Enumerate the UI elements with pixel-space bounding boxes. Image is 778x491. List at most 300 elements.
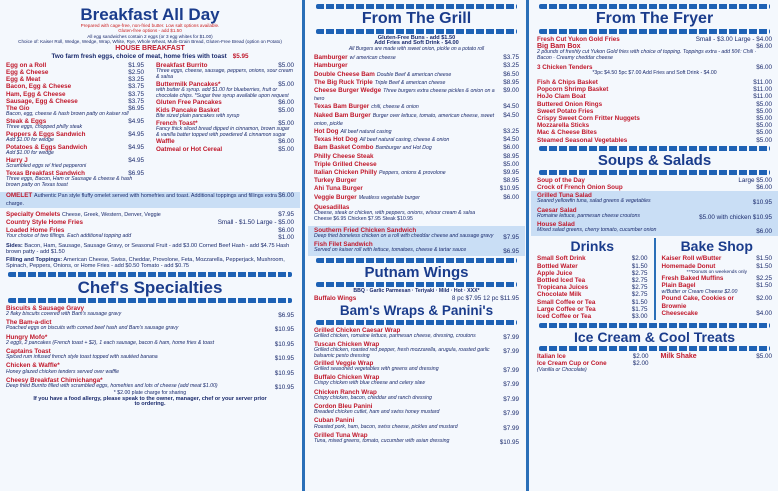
chef-item-desc-row: [0, 355, 300, 362]
ice-item-price: $2.00: [632, 353, 649, 361]
omelet-title: OMELET: [6, 191, 33, 199]
wrap-item-label: Grilled Veggie Wrap: [314, 359, 374, 367]
fryer-item-row: [531, 115, 778, 122]
chef-item-desc-row: [0, 370, 300, 377]
fryer-item-label: Sweet Potato Fries: [537, 107, 594, 115]
breakfast-item-label: Breakfast Burrito: [156, 61, 208, 69]
southern-price: $7.95: [503, 233, 519, 241]
grill-item-label: Philly Cheese Steak: [314, 152, 374, 160]
divider-wave: [316, 282, 517, 287]
soup-day-price: Large $5.00: [738, 176, 772, 184]
shake-label: Milk Shake: [660, 353, 697, 361]
drink-item-price: $1.50: [631, 262, 648, 270]
grill-item-text: [314, 71, 451, 79]
wrap-item-desc: Tuna, mixed greens, tomato, cucumber with asian dressing: [314, 438, 450, 445]
grill-item-desc: chili, cheese & onion: [371, 104, 419, 111]
grill-item-price: $10.95: [499, 185, 519, 193]
breakfast-items: [0, 62, 300, 189]
breakfast-item-label: The Gio: [6, 105, 30, 113]
grill-item-row: [308, 103, 525, 111]
grill-item-label: The Big Ruck Triple: [314, 78, 373, 86]
chef-item-desc: 2 eggs, 2 pancakes (French toast + $2), 1 each sausage, bacon & ham, home fries & toast: [6, 339, 215, 346]
grill-item-desc: Peppers, onions & provolone: [379, 170, 446, 177]
wrap-item-label: Grilled Chicken Caesar Wrap: [314, 326, 401, 334]
fryer-item-price: $5.00: [756, 129, 772, 137]
loaded-fries-price: $6.00: [278, 226, 294, 234]
loaded-fries-desc: Your choice of two fillings. Each additional topping add: [6, 232, 132, 239]
breakfast-item-price: $6.95: [128, 105, 144, 113]
breakfast-title: Breakfast All Day: [80, 5, 220, 24]
breakfast-note: Prepared with cage-free, non-fried butter. Low salt options available.: [80, 23, 220, 28]
fryer-item-label: Mac & Cheese Bites: [537, 129, 597, 137]
wrap-item-desc: Crispy chicken with blue cheese and celery slaw: [314, 380, 426, 387]
house-breakfast-desc: Two farm fresh eggs, choice of meat, home fries with toast: [51, 52, 227, 60]
yukon-fries-label: Fresh Cut Yukon Gold Fries: [537, 36, 620, 43]
wrap-item-desc-row: [308, 425, 525, 432]
specialty-omelets-row: [0, 211, 300, 219]
wrap-item-label: Cuban Panini: [314, 417, 355, 425]
drink-item-label: Apple Juice: [537, 269, 573, 277]
grill-column: [308, 0, 525, 491]
breakfast-item-price: $6.00: [278, 138, 294, 146]
fryer-item-row: [531, 137, 778, 144]
soups-title: Soups & Salads: [597, 151, 712, 169]
grill-item-label: Triple Grilled Cheese: [314, 160, 377, 168]
divider-wave: [539, 4, 770, 9]
fryer-item-row: [531, 93, 778, 100]
grill-item-text: [314, 128, 392, 136]
grill-list: [308, 54, 525, 202]
breakfast-item-price: $2.50: [128, 69, 144, 77]
crock-row: [531, 184, 778, 191]
fryer-item-price: $5.00: [756, 115, 772, 123]
breakfast-note: All egg sandwiches contain 2 eggs (or 3 egg whites for $1.00): [87, 33, 213, 39]
ice-list: [531, 353, 655, 367]
fish-desc-row: [308, 248, 525, 255]
breakfast-item-price: $4.95: [128, 157, 144, 165]
omelet-desc: Authentic Pan style fluffy omelet served with homefries and toast. Additional toppings and fillings extra charge.: [6, 192, 277, 208]
grill-item-text: [314, 194, 420, 202]
grill-item-price: $9.00: [503, 87, 519, 95]
grill-item-desc: All beef natural casing: [340, 129, 392, 136]
grill-note: All Burgers are made with sweet onion, pickle on a potato roll: [348, 45, 485, 52]
breakfast-item-price: $3.75: [128, 90, 144, 98]
bake-item-row: [656, 263, 778, 270]
bake-item-label: Homemade Donut: [661, 262, 716, 270]
fish-desc: Served on kaiser roll with lettuce, tomatoes, cheese & tartar sauce: [314, 247, 467, 254]
bake-title: Bake Shop: [680, 238, 753, 255]
chef-item-price: $10.95: [274, 340, 294, 348]
drink-item-row: [531, 263, 654, 270]
fillings-label: Filling and Toppings:: [6, 256, 63, 263]
bake-item-label: Kaiser Roll w/Butter: [661, 255, 722, 263]
harry-desc: Scrambled eggs w/ fried pepperoni: [6, 163, 87, 170]
omelet-section: [0, 192, 300, 208]
grill-item-desc: All beef natural casing, cheese & onion: [359, 137, 450, 144]
grill-item-desc: w/ american cheese: [349, 55, 396, 62]
breakfast-item-label: Egg & Cheese: [6, 69, 49, 77]
wrap-item-price: $7.99: [503, 410, 519, 418]
drink-item-row: [531, 284, 654, 291]
french-toast-desc: Fancy thick sliced bread dipped in cinnamon, brown sugar & vanilla batter topped with powdered & cinnamon sugar: [156, 125, 290, 138]
drink-item-label: Tropicana Juices: [537, 284, 589, 292]
gio-desc: Bacon, egg, cheese & hash brown patty on kaiser roll: [6, 111, 129, 118]
wrap-item-desc-row: [308, 334, 525, 341]
pancake-desc: with butter & syrup. add $1.00 for blueberries, fruit or chocolate chips. *Sugar free syrup available upon request: [156, 86, 289, 99]
chef-specialties-list: [0, 305, 300, 391]
grill-item-desc: Burger over lettuce, tomato, american cheese, sweet onion, pickle: [314, 112, 495, 127]
chef-item-price: $10.95: [274, 383, 294, 391]
fryer-item-label: Crispy Sweet Corn Fritter Nuggets: [537, 115, 640, 123]
grill-item-price: $9.95: [503, 169, 519, 177]
caesar-desc: Romaine lettuce, parmesan cheese croutons: [537, 212, 640, 219]
divider-wave: [539, 323, 770, 328]
bigbam-desc: 2 pounds of freshly cut Yukon Gold fries with choice of topping. Toppings extra - add 50¢: Chili · Bacon · Creamy cheddar cheese: [537, 49, 757, 62]
breakfast-item-price: $5.00: [278, 61, 294, 69]
caesar-price: $5.00 with chicken $10.95: [699, 213, 772, 221]
breakfast-item-price: $4.95: [128, 131, 144, 139]
grill-title: From The Grill: [361, 10, 472, 27]
buffalo-wings-row: [308, 295, 525, 302]
divider-wave: [8, 298, 292, 303]
bake-item-price: $2.00: [756, 295, 772, 303]
fryer-column: [531, 0, 778, 491]
fryer-item-price: $11.00: [753, 93, 772, 101]
breakfast-item-label: Oatmeal or Hot Cereal: [156, 145, 223, 153]
breakfast-item-row: [0, 69, 150, 76]
grill-item-price: $3.25: [503, 128, 519, 136]
ice-item-price: $2.00: [632, 360, 649, 368]
breakfast-item-row: [0, 98, 150, 105]
breakfast-item-price: $5.00: [278, 80, 294, 88]
house-salad-desc: Mixed salad greens, cherry tomato, cucumber onion: [537, 227, 657, 234]
drinks-bake-section: [531, 238, 778, 320]
drink-item-row: [531, 313, 654, 320]
drink-item-price: $1.50: [631, 298, 648, 306]
bake-list-2: [656, 275, 778, 289]
chef-item-desc-row: [0, 326, 300, 333]
specialty-omelets-label: Specialty Omelets: [6, 211, 61, 219]
breakfast-item-label: Ham, Egg & Cheese: [6, 90, 66, 98]
breakfast-item-label: Egg on a Roll: [6, 61, 47, 69]
grill-item-label: Hamburger: [314, 62, 348, 70]
fryer-item-label: Buttered Onion Rings: [537, 100, 603, 108]
southern-label: Southern Fried Chicken Sandwich: [314, 226, 417, 234]
southern-fish-section: [308, 226, 525, 257]
house-breakfast-title: HOUSE BREAKFAST: [115, 44, 185, 52]
ice-cream-left: [531, 353, 655, 373]
yukon-fries-price: Small - $3.00 Large - $4.00: [695, 36, 772, 43]
bigbam-label: Big Bam Box: [537, 43, 581, 51]
fish-price: $6.95: [503, 248, 519, 256]
grill-item-price: $4.50: [503, 103, 519, 111]
grill-item-row: [308, 153, 525, 161]
fillings-desc: American Cheese, Swiss, Cheddar, Provolone, Feta, Mozzarella, Pepperjack, Mushroom, Spinach, Peppers, Onions, or Home Fries - add $0.50 Tomato - add $0.75: [6, 256, 285, 270]
breakfast-item-label: Steak & Eggs: [6, 118, 47, 126]
breakfast-item-label: French Toast*: [156, 119, 198, 127]
loaded-fries-label: Loaded Home Fries: [6, 226, 65, 234]
bake-item-price: $4.00: [756, 309, 772, 317]
wrap-item-desc: Grilled seasoned vegetables with greens and dressing: [314, 366, 439, 372]
ice-item-label: Ice Cream Cup or Cone: [537, 360, 607, 368]
wrap-item-label: Tuscan Chicken Wrap: [314, 341, 380, 348]
wrap-item-desc: Breaded chicken cutlet, ham and swiss honey mustard: [314, 409, 440, 416]
caesar-desc-row: [531, 214, 778, 221]
house-breakfast-row: [0, 53, 300, 60]
grill-item-label: Cheese Burger Wedge: [314, 87, 382, 95]
drink-item-row: [531, 306, 654, 313]
grill-item-label: Turkey Burger: [314, 177, 357, 185]
grill-note: Add Fries and Soft Drink - $4.00: [374, 40, 459, 47]
breakfast-item-label: Harry J: [6, 157, 28, 165]
breakfast-column: [0, 0, 300, 491]
grill-item-text: [314, 161, 379, 169]
specialty-omelets-price: $7.95: [278, 211, 294, 219]
grill-item-text: [314, 103, 419, 111]
wraps-list: [308, 327, 525, 447]
wrap-item-price: $7.99: [503, 333, 519, 341]
caesar-label: Caesar Salad: [537, 206, 577, 214]
house-salad-desc-row: [531, 228, 778, 235]
quesadillas-desc: Cheese, steak or chicken, with peppers, onions, w/sour cream & salsa: [314, 210, 476, 217]
breakfast-item-row: [150, 146, 300, 153]
quesadillas-label: Quesadillas: [314, 203, 350, 211]
chef-item-label: Hungry Mofo*: [6, 333, 48, 341]
drink-item-label: Bottled Water: [537, 262, 578, 270]
wrap-item-desc-row: [308, 410, 525, 417]
breakfast-item-label: Waffle: [156, 138, 175, 146]
grill-item-text: [314, 87, 503, 103]
fryer-list: [531, 79, 778, 144]
wrap-item-price: $7.99: [503, 367, 519, 374]
fryer-item-price: $5.00: [756, 107, 772, 115]
grill-item-label: Texas Bam Burger: [314, 103, 370, 111]
chef-item-label: Biscuits & Sausage Gravy: [6, 304, 85, 312]
grill-item-price: $6.00: [503, 144, 519, 152]
country-fries-price: Small - $1.50 Large - $5.00: [217, 219, 294, 227]
drink-item-label: Chocolate Milk: [537, 291, 582, 299]
bake-item-label: Fresh Baked Muffins: [661, 275, 724, 283]
grill-item-price: $4.50: [503, 111, 519, 119]
peppers-desc: Add $1.00 for wedge: [6, 137, 54, 144]
grill-item-text: [314, 153, 376, 161]
breakfast-item-row: [0, 62, 150, 69]
bagel-desc: w/Butter or Cream Cheese $2.00: [661, 288, 738, 295]
chef-item-desc-row: [0, 341, 300, 348]
breakfast-item-price: $5.00: [278, 145, 294, 153]
chef-item-label: Chicken & Waffle*: [6, 362, 60, 370]
house-salad-price: $6.00: [756, 228, 772, 236]
divider-wave: [316, 29, 517, 34]
potatoes-desc: Add $1.00 for wedge: [6, 150, 54, 157]
tuna-salad-desc: Seared yellowfin tuna, salad greens & vegetables: [537, 198, 651, 205]
grill-item-text: [314, 177, 359, 185]
fryer-item-label: Steamed Seasonal Vegetables: [537, 136, 628, 144]
wrap-item-desc-row: [308, 348, 525, 360]
breakfast-item-row: [0, 76, 150, 83]
drink-item-label: Small Soft Drink: [537, 255, 586, 263]
column-divider: [302, 0, 305, 491]
drink-item-row: [531, 277, 654, 284]
breakfast-note: Choice of: Kaiser Roll, Wedge, Wedge, Wrap, White, Rye, Whole Wheat, Multi-Grain Bread, Gluten-Free Bread (option on Potato): [18, 39, 282, 45]
breakfast-item-price: $5.00: [278, 119, 294, 127]
grill-item-row: [308, 128, 525, 136]
chef-item-label: Captains Toast: [6, 347, 51, 355]
steak-desc: Three eggs, chopped philly steak: [6, 124, 83, 131]
bake-item-price: $1.50: [756, 255, 772, 263]
breakfast-item-row: [150, 99, 300, 106]
divider-wave: [539, 29, 770, 34]
fillings-note: [0, 257, 300, 270]
country-fries-row: [0, 219, 300, 226]
quesadillas-prices: Cheese $6.95 Chicken $7.95 Steak $10.95: [314, 215, 413, 222]
crock-label: Crock of French Onion Soup: [537, 184, 623, 192]
drink-item-label: Large Coffee or Tea: [537, 305, 596, 313]
chef-item-price: $10.95: [274, 355, 294, 363]
fryer-item-label: Fish & Chips Basket: [537, 79, 598, 86]
wrap-item-desc-row: [308, 396, 525, 403]
bake-item-row: [656, 275, 778, 282]
country-fries-label: Country Style Home Fries: [6, 219, 83, 227]
wrap-item-label: Buffalo Chicken Wrap: [314, 374, 380, 382]
wrap-item-label: Chicken Ranch Wrap: [314, 388, 377, 396]
sides-label: Sides:: [6, 243, 23, 250]
ice-cream-section: [531, 353, 778, 373]
chef-specialties-title: Chef's Specialties: [77, 277, 223, 297]
wrap-item-desc: Roasted pork, ham, bacon, swiss cheese, pickles and mustard: [314, 423, 458, 430]
divider-wave: [316, 320, 517, 325]
grill-item-desc: Double Beef & american cheese: [376, 71, 452, 78]
grill-item-price: $6.00: [503, 193, 519, 201]
grill-item-label: Veggie Burger: [314, 193, 357, 201]
southern-desc: Deep fried boneless chicken on a roll with cheddar cheese and sausage gravy: [314, 232, 494, 239]
divider-wave: [539, 146, 770, 151]
grill-note: Gluten-Free Buns - add $1.50: [377, 35, 456, 41]
breakfast-item-price: $6.95: [128, 170, 144, 178]
grill-item-label: Italian Chicken Philly: [314, 169, 377, 177]
grill-item-row: [308, 194, 525, 202]
fryer-item-row: [531, 101, 778, 108]
wrap-item-desc: Grilled chicken, roasted red pepper, fresh mozzarella, arugula, roasted garlic balsamic pesto dressing: [314, 347, 490, 359]
omelet-row: [0, 192, 300, 208]
grill-item-desc: Triple Beef & american cheese: [374, 79, 446, 86]
drink-item-row: [531, 291, 654, 298]
grill-item-label: Naked Bam Burger: [314, 111, 371, 119]
drink-item-price: $2.75: [631, 284, 648, 292]
wrap-item-price: $7.99: [503, 348, 519, 356]
fryer-item-row: [531, 129, 778, 136]
chef-item-desc: Poached eggs on biscuits with corned beef hash and Bam's sausage gravy: [6, 325, 179, 332]
breakfast-item-price: $4.95: [128, 144, 144, 152]
bake-item-row: [656, 295, 778, 309]
breakfast-right: [150, 62, 300, 189]
burrito-desc: Three eggs, cheese, sausage, peppers, onions, sour cream & salsa: [156, 68, 293, 80]
house-breakfast-price: $5.95: [232, 52, 249, 60]
house-salad-label: House Salad: [537, 221, 575, 229]
breakfast-item-price: $3.75: [128, 83, 144, 91]
breakfast-item-price: $1.95: [128, 61, 144, 69]
bake-item-row: [656, 310, 778, 317]
wings-title: Putnam Wings: [364, 264, 469, 282]
grill-item-desc: Three burgers extra cheese pickles & onion on a hero: [314, 88, 495, 103]
bake-item-label: Cheesecake: [661, 309, 698, 317]
breakfast-item-price: $3.75: [128, 97, 144, 105]
bake-item-price: $1.50: [756, 282, 772, 290]
grill-item-label: Bamburger: [314, 54, 348, 62]
crock-price: $6.00: [756, 184, 772, 192]
chef-item-desc: Spiced rum infused french style toast topped with sautéed banana: [6, 354, 158, 361]
breakfast-item-price: $4.95: [128, 118, 144, 126]
drink-item-row: [531, 270, 654, 277]
grill-item-price: $8.95: [503, 177, 519, 185]
wrap-item-label: Grilled Tuna Wrap: [314, 431, 368, 439]
wrap-item-desc-row: [308, 381, 525, 388]
tuna-salad-price: $10.95: [752, 199, 772, 207]
fryer-item-label: Mozzarella Sticks: [537, 122, 590, 130]
grill-item-row: [308, 161, 525, 169]
grill-item-price: $6.50: [503, 70, 519, 78]
breakfast-note: Gluten-free options - add $1.50: [118, 28, 182, 34]
fryer-title: From The Fryer: [595, 10, 714, 27]
wrap-item-price: $7.99: [503, 381, 519, 389]
wrap-item-desc-row: [308, 439, 525, 446]
wrap-item-price: $7.99: [503, 395, 519, 403]
grill-item-row: [308, 112, 525, 128]
chef-item-desc: Honey glazed chicken tenders served over waffle: [6, 368, 120, 375]
fryer-item-row: [531, 79, 778, 86]
drink-item-label: Bottled Iced Tea: [537, 277, 586, 285]
grill-item-text: [314, 112, 503, 128]
bake-item-price: $1.50: [756, 262, 772, 270]
grill-item-row: [308, 169, 525, 177]
ice-desc: (Vanilla or Chocolate): [537, 366, 587, 373]
tenders-desc: *3pc $4.50 5pc $7.00 Add Fries and Soft Drink - $4.00: [592, 70, 717, 77]
grill-item-price: $3.25: [503, 62, 519, 70]
breakfast-item-row: [0, 91, 150, 98]
grill-item-row: [308, 177, 525, 185]
grill-item-price: $3.75: [503, 54, 519, 62]
kids-desc: Bite sized plain pancakes with syrup: [156, 112, 240, 119]
tenders-price: $6.00: [756, 64, 772, 71]
drink-item-label: Small Coffee or Tea: [537, 298, 596, 306]
sharing-note: * $2.00 plate charge for sharing: [113, 390, 187, 397]
tuna-salad-label: Grilled Tuna Salad: [537, 192, 592, 200]
soup-day-row: [531, 177, 778, 184]
soup-day-label: Soup of the Day: [537, 176, 585, 184]
wrap-item-label: Cordon Bleu Panini: [314, 403, 373, 411]
breakfast-item-row: [0, 83, 150, 90]
bake-block: [656, 238, 778, 320]
grill-item-label: Texas Hot Dog: [314, 136, 358, 144]
fryer-item-label: HoJo Clam Boat: [537, 93, 586, 101]
grill-item-row: [308, 71, 525, 79]
grill-item-text: [314, 79, 445, 87]
shake-price: $5.00: [756, 353, 772, 361]
breakfast-item-label: Texas Breakfast Sandwich: [6, 170, 85, 178]
grill-item-label: Bam Basket Combo: [314, 144, 374, 152]
wrap-item-desc: Crispy chicken, bacon, cheddar and ranch dressing: [314, 394, 432, 401]
drinks-title: Drinks: [570, 238, 615, 255]
wings-flavors: BBQ · Garlic Parmesan · Teriyaki · Mild · Hot · XXX*: [353, 288, 480, 295]
specialty-omelets-desc: Cheese, Greek, Western, Denver, Veggie: [62, 212, 161, 219]
grill-item-label: Double Cheese Bam: [314, 70, 375, 78]
breakfast-item-label: Bacon, Egg & Cheese: [6, 83, 72, 91]
grill-item-row: [308, 144, 525, 152]
fryer-item-row: [531, 86, 778, 93]
wrap-item-price: $7.99: [503, 424, 519, 432]
grill-item-row: [308, 79, 525, 87]
donut-note: ***Donuts on weekends only: [686, 269, 748, 275]
